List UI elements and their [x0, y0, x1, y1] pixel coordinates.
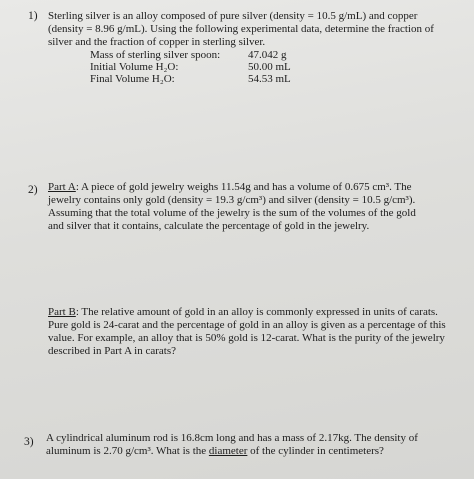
data-value: 47.042 g	[248, 49, 287, 61]
question-1-text: Sterling silver is an alloy composed of pure silver (density = 10.5 g/mL) and copper (density = 8.96 g/mL). Using the following experimental data, determine the fraction of silver and the fraction of copper in sterling silver.	[48, 10, 434, 48]
question-2-number: 2)	[28, 184, 38, 196]
part-b-label: Part B	[48, 306, 76, 318]
part-a-text: : A piece of gold jewelry weighs 11.54g and has a volume of 0.675 cm³. The jewelry contains only gold (density = 19.3 g/cm³) and silver (density = 10.5 g/cm³). Assuming that the total volume of the jewelry is the sum of the volumes of the gold and silver that it contains, calculate the percentage of gold in the jewelry.	[48, 181, 416, 232]
data-row	[90, 49, 291, 61]
question-3-emph: diameter	[208, 445, 248, 457]
question-1-number: 1)	[28, 10, 38, 22]
data-row	[90, 73, 291, 85]
data-label: Mass of sterling silver spoon:	[90, 49, 221, 61]
question-3-text-before: A cylindrical aluminum rod is 16.8cm long and has a mass of 2.17kg. The density of aluminum is 2.70 g/cm³. What is the	[46, 432, 418, 457]
question-2-part-a	[48, 181, 428, 233]
data-label: Initial Volume H₂O:	[90, 61, 179, 73]
question-1-data-table	[90, 49, 291, 85]
question-3-text-after: of the cylinder in centimeters?	[247, 445, 384, 457]
data-row	[90, 61, 291, 73]
part-a-label: Part A	[48, 181, 76, 193]
data-value: 50.00 mL	[248, 61, 291, 73]
data-value: 54.53 mL	[248, 73, 291, 85]
question-3-text	[46, 432, 446, 458]
question-3-number: 3)	[24, 436, 34, 448]
data-label: Final Volume H₂O:	[90, 73, 175, 85]
question-2-part-b	[48, 306, 452, 358]
part-b-text: : The relative amount of gold in an alloy is commonly expressed in units of carats. Pure gold is 24-carat and the percentage of gold in an alloy is given as a percentage of this value. For example, an alloy that is 50% gold is 12-carat. What is the purity of the jewelry described in Part A in carats?	[48, 306, 446, 357]
